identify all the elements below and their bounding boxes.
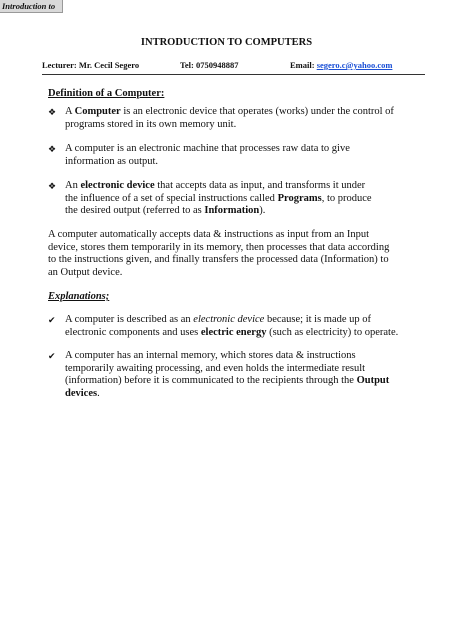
- diamond-bullet-icon: ❖: [48, 181, 57, 191]
- lecturer-label: Lecturer: Mr. Cecil Segero: [42, 60, 140, 70]
- diamond-bullet-icon: ❖: [48, 107, 57, 117]
- explanations-heading: Explanations;: [48, 291, 110, 302]
- definition-heading: Definition of a Computer:: [48, 88, 165, 99]
- term-electronic-device: electronic device: [80, 180, 155, 191]
- term-electronic-device-italic: electronic device: [193, 314, 265, 325]
- body-paragraph: A computer automatically accepts data & instructions as input from an Input device, stores them temporarily in its memory, then processes that data according to the instructions given, and finally transfers the processed data (Information) to an Output device.: [48, 229, 390, 278]
- tel-label: Tel: 0750948887: [180, 60, 239, 70]
- term-devices: devices: [65, 387, 98, 399]
- explanation-item: ✔ A computer is described as an electronic device because; it is made up of electronic components and uses electric energy (such as electricity) to operate.: [48, 314, 399, 338]
- diamond-bullet-icon: ❖: [48, 144, 57, 154]
- term-output: Output: [356, 375, 390, 386]
- term-information: Information: [204, 205, 260, 216]
- explanation-item: ✔ A computer has an internal memory, which stores data & instructions temporarily awaiting processing, and even holds the intermediate result (information) before it is communicated to the recipients through the Output devices.: [48, 350, 390, 399]
- definition-item: ❖ A computer is an electronic machine that processes raw data to give information as output.: [48, 143, 350, 167]
- definition-item: ❖ An electronic device that accepts data as input, and transforms it under the influence of a set of special instructions called Programs, to produce the desired output (referred to as Information).: [48, 180, 372, 216]
- term-computer: Computer: [74, 106, 121, 117]
- email-line: [290, 60, 392, 70]
- term-programs: Programs: [277, 192, 322, 204]
- term-electric-energy: electric energy: [200, 326, 267, 338]
- header-tab: Introduction to: [0, 0, 63, 13]
- check-bullet-icon: ✔: [48, 315, 56, 325]
- header-divider: [42, 74, 425, 75]
- document-title: INTRODUCTION TO COMPUTERS: [140, 37, 313, 48]
- definition-item: ❖ A Computer is an electronic device that operates (works) under the control of programs stored in its own memory unit.: [48, 106, 394, 130]
- email-link[interactable]: segero.c@yahoo.com: [316, 60, 393, 70]
- email-label: Email:: [290, 60, 315, 70]
- check-bullet-icon: ✔: [48, 351, 56, 361]
